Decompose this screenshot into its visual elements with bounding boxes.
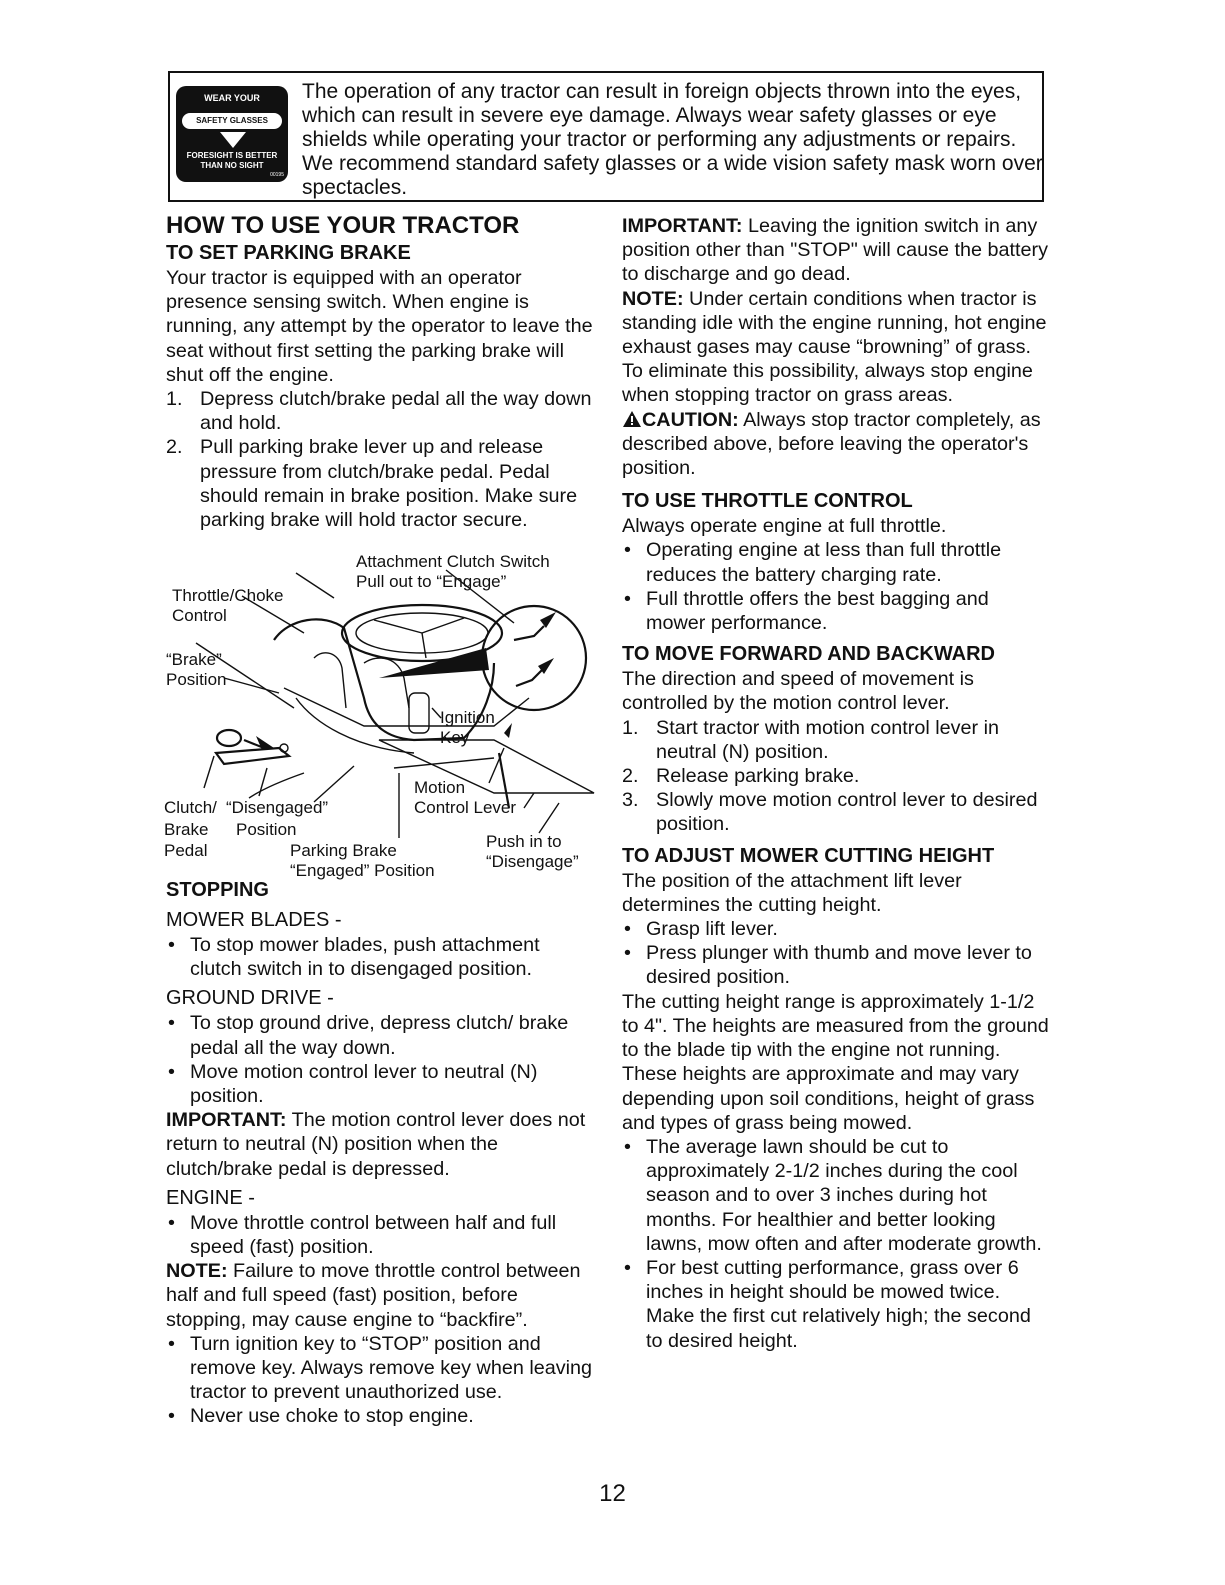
step-text: Release parking brake. [656, 765, 860, 788]
tractor-controls-figure [164, 548, 600, 878]
bullet-text: Never use choke to stop engine. [190, 1405, 474, 1428]
mower-blades-heading: MOWER BLADES - [166, 909, 342, 931]
parking-step-1 [166, 387, 596, 435]
label-disengaged: “Disengaged” [226, 798, 329, 817]
stopping-section [166, 877, 596, 1429]
badge-top-text: WEAR YOUR [204, 93, 260, 103]
lawn-bullet-1: • The average lawn should be cut to approximately 2-1/2 inches during the cool season and to over 3 inches during hot months. For healthier and better looking lawns, mow often and after moderate growth. [624, 1135, 1042, 1255]
bullet-text: For best cutting performance, grass over 6 inches in height should be mowed twice. Make the first cut relatively high; the second to desired height. [646, 1256, 1031, 1352]
note-text: Failure to move throttle control between half and full speed (fast) position, before stopping, may cause engine to “backfire”. [166, 1260, 581, 1331]
move-step-3 [622, 788, 1052, 836]
badge-bottom-text-2: THAN NO SIGHT [200, 161, 264, 170]
step-number: 2. [166, 436, 183, 459]
left-column [166, 212, 596, 532]
badge-mid-text: SAFETY GLASSES [182, 113, 282, 129]
step-text: Depress clutch/brake pedal all the way down and hold. [200, 388, 592, 435]
bullet-text: Turn ignition key to “STOP” position and remove key. Always remove key when leaving tractor to prevent unauthorized use. [190, 1332, 593, 1404]
step-text: Pull parking brake lever up and release pressure from clutch/brake pedal. Pedal should remain in brake position. Make sure parking brake will hold tractor secure. [200, 436, 578, 532]
ignition-bullet: • Turn ignition key to “STOP” position and remove key. Always remove key when leaving tractor to prevent unauthorized use. [168, 1332, 593, 1404]
move-intro: The direction and speed of movement is controlled by the motion control lever. [622, 668, 974, 715]
ground-bullet-1: • To stop ground drive, depress clutch/ brake pedal all the way down. [168, 1012, 569, 1059]
bullet-text: Operating engine at less than full throttle reduces the battery charging rate. [646, 539, 1002, 586]
label-pull-out: Pull out to “Engage” [356, 572, 507, 591]
label-control-lever: Control Lever [414, 798, 517, 817]
label-parking-brake: Parking Brake [290, 841, 397, 860]
bullet-text: Full throttle offers the best bagging and mower performance. [646, 587, 989, 635]
bullet-text: Press plunger with thumb and move lever to desired position. [646, 942, 1032, 989]
bullet-text: Grasp lift lever. [646, 918, 778, 941]
label-brake-word: Brake [164, 820, 209, 839]
backfire-note [166, 1259, 596, 1332]
warning-triangle-icon [622, 410, 642, 428]
label-push-in: Push in to [486, 832, 562, 851]
label-ignition: Ignition [440, 708, 495, 727]
cutting-range-text: The cutting height range is approximately 1-1/2 to 4". The heights are measured from the ground to the blade tip with the engine not running. These heights are approximate and may vary depending upon soil conditions, height of grass and types of grass being mowed. [622, 990, 1049, 1134]
label-pedal: Pedal [164, 841, 208, 860]
important-label: IMPORTANT: [622, 215, 743, 237]
ground-bullet-2: • Move motion control lever to neutral (N) position. [168, 1060, 538, 1108]
label-attachment-clutch-switch: Attachment Clutch Switch [356, 552, 550, 571]
throttle-intro: Always operate engine at full throttle. [622, 515, 947, 538]
label-brake-position: Position [166, 670, 227, 689]
adjust-intro: The position of the attachment lift lever determines the cutting height. [622, 869, 962, 916]
right-column [622, 214, 1052, 1353]
badge-bottom-text-1: FORESIGHT IS BETTER [186, 151, 278, 160]
important-motion-note [166, 1108, 596, 1181]
adjust-heading: TO ADJUST MOWER CUTTING HEIGHT [622, 844, 995, 867]
parking-brake-intro: Your tractor is equipped with an operator presence sensing switch. When engine is running, any attempt by the operator to leave the seat without first setting the parking brake will shut off the engine. [166, 267, 593, 386]
bullet-text: The average lawn should be cut to approximately 2-1/2 inches during the cool season and to over 3 inches during hot months. For healthier and better looking lawns, mow often and after moderate growth. [646, 1135, 1042, 1255]
bullet-text: To stop mower blades, push attachment clutch switch in to disengaged position. [190, 934, 540, 981]
parking-brake-heading: TO SET PARKING BRAKE [166, 242, 411, 264]
bullet-text: Move motion control lever to neutral (N) position. [190, 1060, 538, 1108]
label-engaged-position: “Engaged” Position [290, 861, 435, 880]
note-label: NOTE: [622, 287, 684, 310]
important-label: IMPORTANT: [166, 1109, 287, 1132]
label-brake: “Brake” [166, 650, 222, 669]
move-step-1 [622, 716, 1052, 764]
adjust-bullet-2: • Press plunger with thumb and move lever to desired position. [624, 942, 1032, 989]
note-label: NOTE: [166, 1260, 228, 1283]
engine-heading: ENGINE - [166, 1186, 255, 1209]
label-throttle-choke: Throttle/Choke [172, 586, 284, 605]
bullet-text: Move throttle control between half and full speed (fast) position. [190, 1211, 557, 1259]
label-motion: Motion [414, 778, 466, 797]
caution-text: Always stop tractor completely, as described above, before leaving the operator's position. [622, 408, 1041, 480]
step-number: 1. [166, 388, 183, 411]
caution-note [622, 408, 1052, 481]
throttle-bullet-2: • Full throttle offers the best bagging and mower performance. [624, 587, 989, 635]
label-key: Key [440, 728, 470, 747]
lawn-bullet-2: • For best cutting performance, grass over 6 inches in height should be mowed twice. Make the first cut relatively high; the second to desired height. [624, 1256, 1031, 1352]
page-number: 12 [599, 1480, 626, 1507]
ground-drive-heading: GROUND DRIVE - [166, 987, 334, 1010]
important-ignition-note [622, 214, 1052, 287]
label-clutch: Clutch/ [164, 798, 217, 817]
glasses-icon [218, 130, 248, 150]
important-text: Leaving the ignition switch in any position other than "STOP" will cause the battery to discharge and go dead. [622, 215, 1049, 286]
throttle-bullet-1: • Operating engine at less than full throttle reduces the battery charging rate. [624, 539, 1002, 586]
label-throttle-control: Control [172, 606, 227, 625]
note-text: Under certain conditions when tractor is standing idle with the engine running, hot engine exhaust gases may cause “browning” of grass. To eliminate this possibility, always stop engine when stopping tractor on grass areas. [622, 287, 1047, 407]
label-disengaged-position: Position [236, 820, 297, 839]
caution-label: CAUTION: [642, 408, 739, 431]
adjust-bullet-1: • Grasp lift lever. [624, 918, 778, 941]
safety-warning-text: The operation of any tractor can result in foreign objects thrown into the eyes, which can result in severe eye damage. Always wear safety glasses or eye shields while operating your tractor or performing any adjustments or repairs. We recommend standard safety glasses or a wide vision safety mask worn over spectacles. [302, 80, 1043, 199]
section-title: HOW TO USE YOUR TRACTOR [166, 212, 520, 239]
mower-bullet: • To stop mower blades, push attachment clutch switch in to disengaged position. [168, 934, 540, 981]
browning-note [622, 287, 1052, 408]
badge-code: 00195 [270, 172, 284, 178]
engine-bullet: • Move throttle control between half and full speed (fast) position. [168, 1211, 557, 1259]
choke-bullet: • Never use choke to stop engine. [168, 1405, 474, 1428]
step-text: Start tractor with motion control lever in neutral (N) position. [656, 716, 1000, 763]
step-number: 1. [622, 716, 639, 739]
safety-glasses-badge [176, 86, 288, 182]
stopping-heading: STOPPING [166, 879, 269, 901]
move-heading: TO MOVE FORWARD AND BACKWARD [622, 643, 995, 666]
step-number: 2. [622, 765, 639, 788]
step-text: Slowly move motion control lever to desired position. [656, 789, 1038, 836]
bullet-text: To stop ground drive, depress clutch/ brake pedal all the way down. [190, 1012, 569, 1059]
parking-step-2 [166, 435, 596, 532]
throttle-heading: TO USE THROTTLE CONTROL [622, 490, 913, 513]
label-push-disengage: “Disengage” [486, 852, 579, 871]
step-number: 3. [622, 789, 639, 812]
move-step-2 [622, 764, 1052, 788]
important-text: The motion control lever does not return to neutral (N) position when the clutch/brake pedal is depressed. [166, 1109, 586, 1180]
